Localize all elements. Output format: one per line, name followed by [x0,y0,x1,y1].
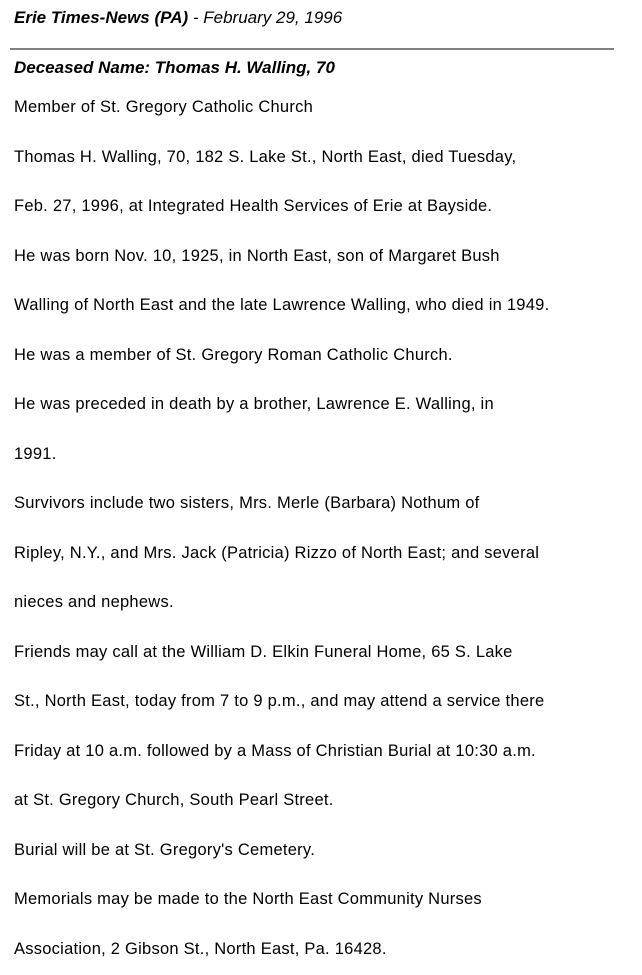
body-line: Survivors include two sisters, Mrs. Merle (Barbara) Nothum of [14,494,480,512]
body-line: Association, 2 Gibson St., North East, Pa. 16428. [14,940,387,958]
deceased-name: Deceased Name: Thomas H. Walling, 70 [14,58,335,77]
body-line: 1991. [14,445,57,463]
body-line: Member of St. Gregory Catholic Church [14,98,314,116]
body-line: nieces and nephews. [14,593,174,611]
body-line: Memorials may be made to the North East Community Nurses [14,890,482,908]
body-line: Friday at 10 a.m. followed by a Mass of Christian Burial at 10:30 a.m. [14,742,536,760]
newspaper-source: Erie Times-News (PA) [14,8,189,27]
body-line: He was preceded in death by a brother, Lawrence E. Walling, in [14,395,494,413]
body-line: He was born Nov. 10, 1925, in North East, son of Margaret Bush [14,247,500,265]
body-line: St., North East, today from 7 to 9 p.m., and may attend a service there [14,692,545,710]
body-line: Burial will be at St. Gregory's Cemetery. [14,841,316,859]
horizontal-divider [10,48,614,50]
body-line: Friends may call at the William D. Elkin Funeral Home, 65 S. Lake [14,643,513,661]
body-line: He was a member of St. Gregory Roman Catholic Church. [14,346,453,364]
publication-date: February 29, 1996 [203,8,343,27]
body-line: Feb. 27, 1996, at Integrated Health Services of Erie at Bayside. [14,197,493,215]
body-line: Walling of North East and the late Lawrence Walling, who died in 1949. [14,296,550,314]
body-line: Ripley, N.Y., and Mrs. Jack (Patricia) Rizzo of North East; and several [14,544,540,562]
article-header [14,8,342,28]
body-line: Thomas H. Walling, 70, 182 S. Lake St., North East, died Tuesday, [14,148,517,166]
header-separator: - [188,8,204,27]
body-line: at St. Gregory Church, South Pearl Street. [14,791,334,809]
